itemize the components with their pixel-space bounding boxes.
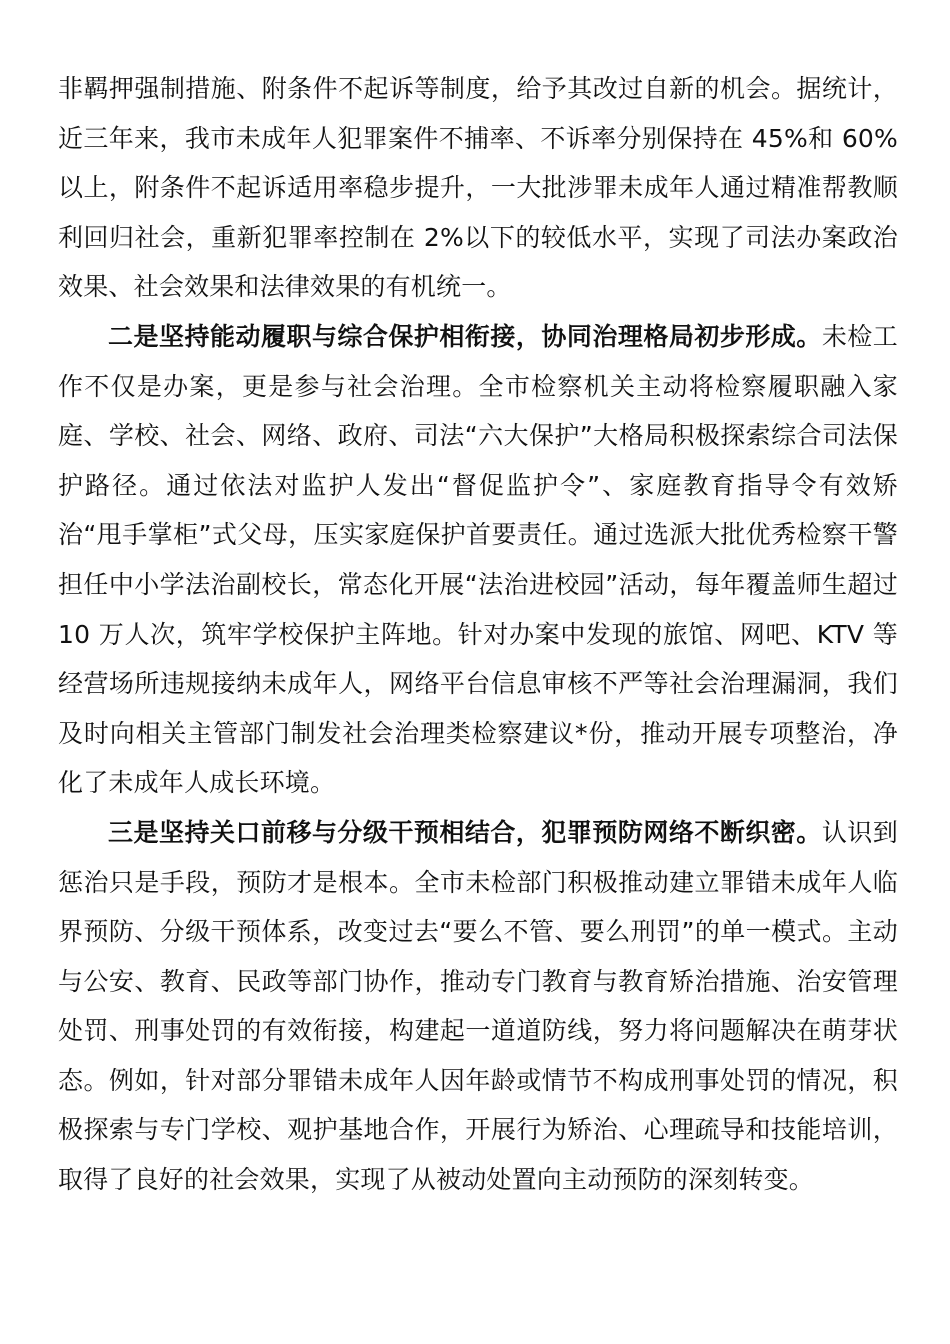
- paragraph-3: [58, 808, 898, 1205]
- document-page: [58, 64, 898, 1205]
- paragraph-1-text: 非羁押强制措施、附条件不起诉等制度，给予其改过自新的机会。据统计，近三年来，我市未成年人犯罪案件不捕率、不诉率分别保持在 45%和 60%以上，附条件不起诉适用率稳步提升，一大批涉罪未成年人通过精准帮教顺利回归社会，重新犯罪率控制在 2%以下的较低水平，实现了司法办案政治效果、社会效果和法律效果的有机统一。: [58, 74, 898, 302]
- paragraph-2-lead: 二是坚持能动履职与综合保护相衔接，协同治理格局初步形成。: [108, 321, 822, 351]
- paragraph-2-text: 未检工作不仅是办案，更是参与社会治理。全市检察机关主动将检察履职融入家庭、学校、社会、网络、政府、司法“六大保护”大格局积极探索综合司法保护路径。通过依法对监护人发出“督促监护令”、家庭教育指导令有效矫治“甩手掌柜”式父母，压实家庭保护首要责任。通过选派大批优秀检察干警担任中小学法治副校长，常态化开展“法治进校园”活动，每年覆盖师生超过 10 万人次，筑牢学校保护主阵地。针对办案中发现的旅馆、网吧、KTV 等经营场所违规接纳未成年人，网络平台信息审核不严等社会治理漏洞，我们及时向相关主管部门制发社会治理类检察建议*份，推动开展专项整治，净化了未成年人成长环境。: [58, 321, 898, 798]
- paragraph-3-lead: 三是坚持关口前移与分级干预相结合，犯罪预防网络不断织密。: [108, 817, 822, 847]
- paragraph-2: [58, 312, 898, 808]
- paragraph-1: [58, 64, 898, 312]
- paragraph-3-text: 认识到惩治只是手段，预防才是根本。全市未检部门积极推动建立罪错未成年人临界预防、分级干预体系，改变过去“要么不管、要么刑罚”的单一模式。主动与公安、教育、民政等部门协作，推动专门教育与教育矫治措施、治安管理处罚、刑事处罚的有效衔接，构建起一道道防线，努力将问题解决在萌芽状态。例如，针对部分罪错未成年人因年龄或情节不构成刑事处罚的情况，积极探索与专门学校、观护基地合作，开展行为矫治、心理疏导和技能培训，取得了良好的社会效果，实现了从被动处置向主动预防的深刻转变。: [58, 817, 898, 1195]
